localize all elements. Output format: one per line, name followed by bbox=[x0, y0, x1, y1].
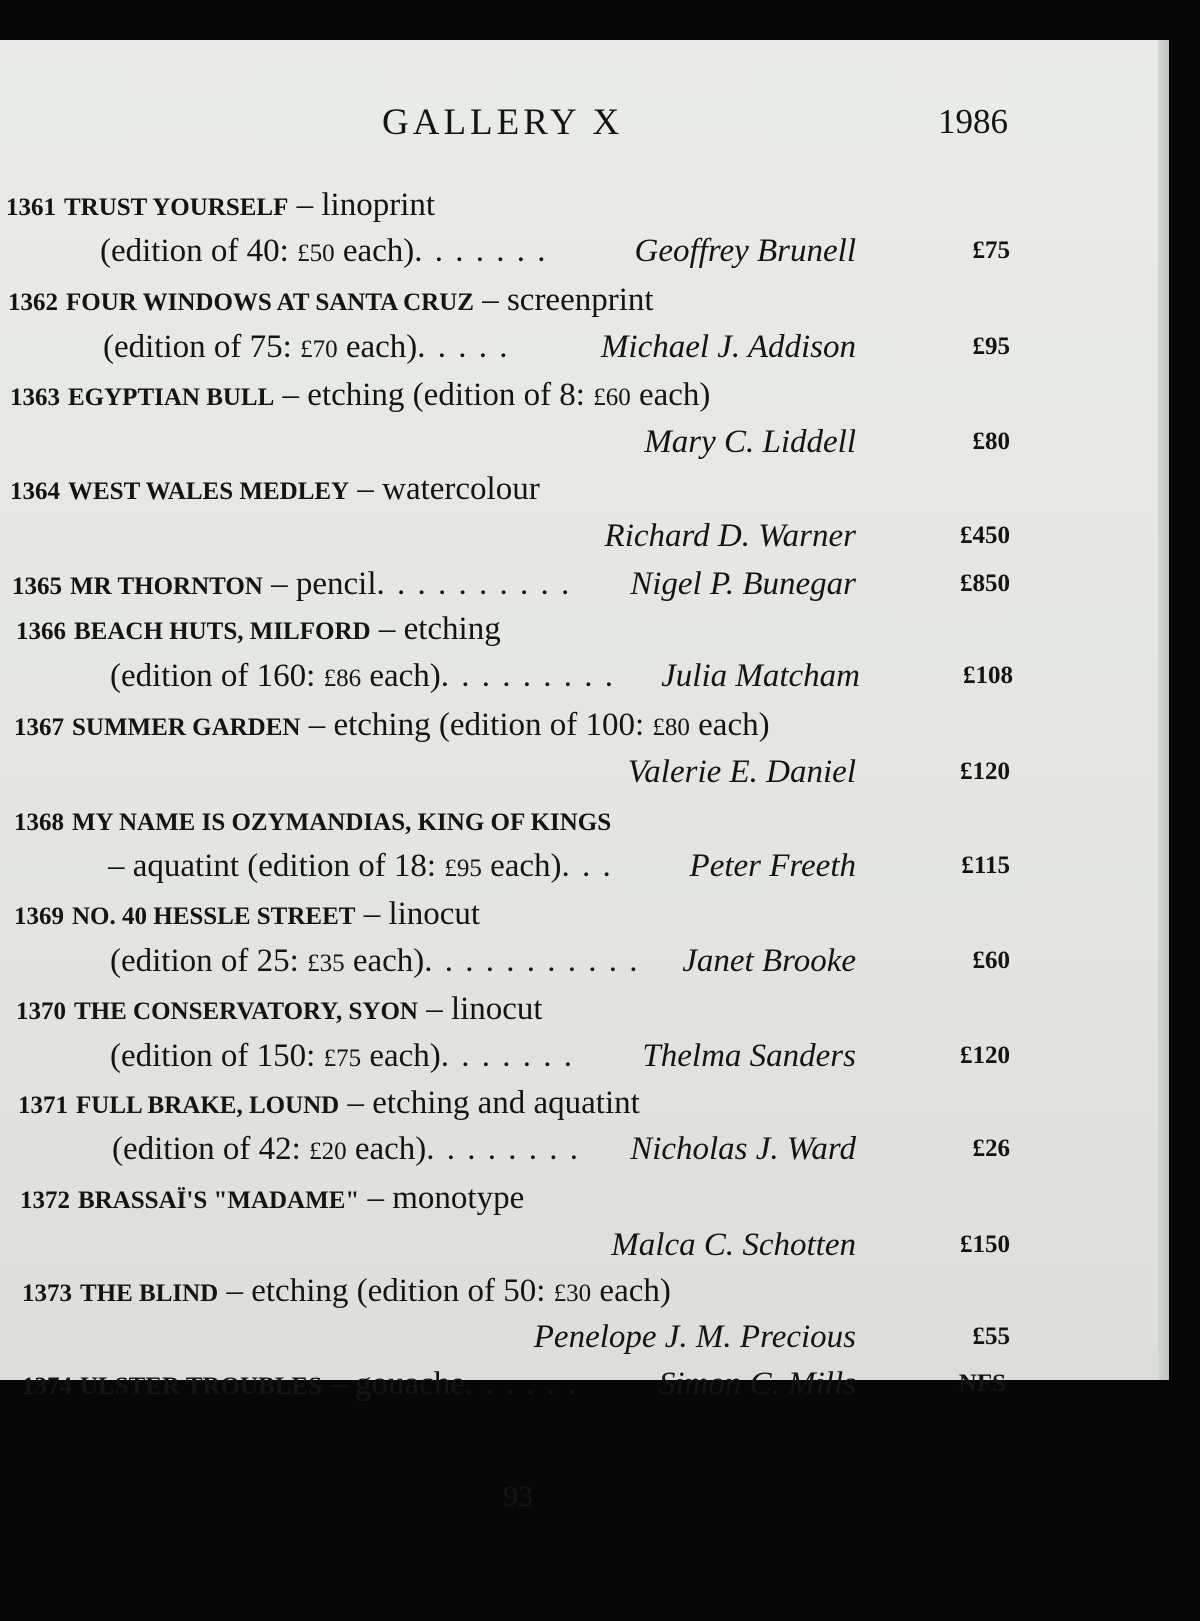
entry-1366-line-2 bbox=[0, 652, 1158, 700]
entry-1369-line-2 bbox=[0, 937, 1158, 985]
edition-text: (edition of 160: bbox=[110, 658, 324, 694]
edition-text: each) bbox=[481, 848, 562, 884]
entry-title: NO. 40 HESSLE STREET bbox=[72, 903, 356, 930]
entry-title: BEACH HUTS, MILFORD bbox=[74, 618, 371, 645]
entry-artist: Nicholas J. Ward bbox=[630, 1131, 856, 1167]
entry-title: ULSTER TROUBLES bbox=[80, 1373, 322, 1400]
entry-artist: Geoffrey Brunell bbox=[634, 233, 856, 269]
entry-number: 1361 bbox=[6, 194, 56, 221]
edition-text: (edition of 150: bbox=[110, 1038, 324, 1074]
entry-title: THE CONSERVATORY, SYON bbox=[74, 998, 418, 1025]
entry-title: TRUST YOURSELF bbox=[64, 194, 289, 221]
entry-medium: – etching (edition of 8: bbox=[274, 377, 594, 413]
entry-1374-line-1 bbox=[0, 1360, 1158, 1408]
entry-1367-line-1 bbox=[14, 701, 770, 749]
edition-price: £20 bbox=[309, 1138, 347, 1165]
entry-price: £115 bbox=[961, 852, 1010, 879]
entry-price: £75 bbox=[972, 237, 1010, 264]
entry-1364-line-1 bbox=[10, 465, 540, 513]
entry-number: 1362 bbox=[8, 289, 58, 316]
entry-medium: – gouache bbox=[322, 1366, 465, 1402]
entry-artist: Nigel P. Bunegar bbox=[630, 566, 856, 602]
edition-price: £75 bbox=[323, 1045, 362, 1072]
entry-number: 1373 bbox=[22, 1280, 72, 1307]
entry-artist: Michael J. Addison bbox=[600, 329, 856, 365]
entry-number: 1371 bbox=[18, 1092, 68, 1119]
entry-1365-line-1 bbox=[0, 560, 1158, 608]
entry-price: £120 bbox=[960, 758, 1010, 785]
entry-price: £60 bbox=[972, 947, 1010, 974]
leader-dots: . . . . . . . . bbox=[426, 1131, 580, 1167]
leader-dots: . . . bbox=[561, 848, 613, 884]
entry-price: £26 bbox=[972, 1135, 1010, 1162]
edition-price: £80 bbox=[652, 714, 690, 741]
entry-1366-line-1 bbox=[16, 605, 501, 653]
entry-1368-line-1 bbox=[14, 796, 611, 844]
entry-price: £850 bbox=[960, 570, 1010, 597]
entry-price: £55 bbox=[972, 1323, 1010, 1350]
entry-artist: Peter Freeth bbox=[689, 848, 856, 884]
entry-medium: – etching (edition of 100: bbox=[300, 707, 653, 743]
edition-price: £50 bbox=[297, 240, 335, 267]
edition-price: £30 bbox=[553, 1280, 592, 1307]
edition-price: £86 bbox=[323, 665, 362, 692]
entry-number: 1374 bbox=[22, 1373, 72, 1400]
edition-price: £70 bbox=[300, 336, 338, 363]
edition-price: £60 bbox=[593, 384, 631, 411]
entry-1370-line-2 bbox=[0, 1032, 1158, 1080]
entry-1372-line-2 bbox=[0, 1221, 1158, 1269]
entry-number: 1369 bbox=[14, 903, 64, 930]
entry-medium: – etching bbox=[370, 611, 501, 647]
page-title: GALLERY X bbox=[382, 102, 624, 143]
entry-artist: Valerie E. Daniel bbox=[627, 754, 856, 790]
leader-dots: . . . . . . . . . . . bbox=[424, 943, 640, 979]
edition-price: £95 bbox=[444, 855, 482, 882]
entry-artist: Penelope J. M. Precious bbox=[533, 1319, 856, 1355]
edition-text: each) bbox=[361, 1038, 441, 1074]
edition-text: (edition of 75: bbox=[103, 329, 301, 365]
edition-text: each) bbox=[337, 329, 418, 365]
entry-artist: Malca C. Schotten bbox=[611, 1227, 856, 1263]
entry-number: 1370 bbox=[16, 998, 66, 1025]
page-year: 1986 bbox=[938, 102, 1008, 141]
entry-number: 1366 bbox=[16, 618, 66, 645]
entry-medium: – linocut bbox=[355, 896, 481, 932]
entry-medium: – screenprint bbox=[473, 282, 654, 318]
edition-text: each) bbox=[361, 658, 441, 694]
entry-medium: – pencil bbox=[262, 566, 377, 602]
entry-1363-line-1 bbox=[10, 371, 710, 419]
entry-1369-line-1 bbox=[14, 890, 480, 938]
entry-title: BRASSAÏ'S "MADAME" bbox=[78, 1187, 360, 1214]
entry-artist: Janet Brooke bbox=[682, 943, 856, 979]
edition-text: (edition of 42: bbox=[112, 1131, 310, 1167]
entry-number: 1365 bbox=[12, 573, 62, 600]
entry-number: 1367 bbox=[14, 714, 64, 741]
entry-1362-line-2 bbox=[0, 323, 1158, 371]
entry-medium: – etching and aquatint bbox=[339, 1085, 640, 1121]
entry-medium: – linocut bbox=[417, 991, 543, 1027]
edition-text: each) bbox=[591, 1273, 671, 1309]
page-number: 93 bbox=[503, 1480, 533, 1513]
entry-medium: – etching (edition of 50: bbox=[218, 1273, 554, 1309]
edition-text: – aquatint (edition of 18: bbox=[108, 848, 445, 884]
entry-1362-line-1 bbox=[8, 276, 654, 324]
entry-price: NFS bbox=[958, 1370, 1006, 1397]
edition-text: each) bbox=[689, 707, 770, 743]
leader-dots: . . . . . bbox=[417, 329, 510, 365]
entry-1361-line-2 bbox=[0, 227, 1158, 275]
entry-artist: Richard D. Warner bbox=[604, 518, 856, 554]
entry-1372-line-1 bbox=[20, 1174, 524, 1222]
entry-price: £108 bbox=[963, 662, 1013, 689]
leader-dots: . . . . . . . bbox=[440, 1038, 574, 1074]
entry-title: SUMMER GARDEN bbox=[72, 714, 301, 741]
entry-number: 1372 bbox=[20, 1187, 70, 1214]
leader-dots: . . . . . . bbox=[464, 1366, 578, 1402]
leader-dots: . . . . . . . . . . bbox=[376, 566, 572, 602]
entry-title: MY NAME IS OZYMANDIAS, KING OF KINGS bbox=[72, 809, 612, 836]
entry-number: 1364 bbox=[10, 478, 60, 505]
entry-artist: Thelma Sanders bbox=[642, 1038, 856, 1074]
entry-artist: Julia Matcham bbox=[661, 658, 860, 694]
entry-number: 1363 bbox=[10, 384, 60, 411]
entry-1361-line-1 bbox=[6, 181, 435, 229]
edition-text: each) bbox=[630, 377, 711, 413]
entry-1368-line-2 bbox=[0, 842, 1158, 890]
entry-artist: Mary C. Liddell bbox=[644, 424, 856, 460]
entry-price: £80 bbox=[972, 428, 1010, 455]
edition-text: (edition of 25: bbox=[110, 943, 308, 979]
edition-text: each) bbox=[346, 1131, 427, 1167]
entry-1373-line-1 bbox=[22, 1267, 671, 1315]
entry-title: WEST WALES MEDLEY bbox=[68, 478, 350, 505]
entry-price: £450 bbox=[960, 522, 1010, 549]
entry-medium: – watercolour bbox=[349, 471, 540, 507]
entry-artist: Simon C. Mills bbox=[658, 1366, 856, 1402]
entry-number: 1368 bbox=[14, 809, 64, 836]
entry-1367-line-2 bbox=[0, 748, 1158, 796]
edition-price: £35 bbox=[307, 950, 345, 977]
entry-title: FOUR WINDOWS AT SANTA CRUZ bbox=[66, 289, 474, 316]
entry-price: £150 bbox=[960, 1231, 1010, 1258]
entry-title: THE BLIND bbox=[80, 1280, 219, 1307]
catalogue-page bbox=[0, 40, 1158, 1513]
entry-1371-line-1 bbox=[18, 1079, 640, 1127]
entry-title: EGYPTIAN BULL bbox=[68, 384, 275, 411]
edition-text: (edition of 40: bbox=[100, 233, 298, 269]
entry-1370-line-1 bbox=[16, 985, 543, 1033]
entry-1363-line-2 bbox=[0, 418, 1158, 466]
entry-medium: – linoprint bbox=[288, 187, 436, 223]
entry-price: £120 bbox=[960, 1042, 1010, 1069]
entry-1364-line-2 bbox=[0, 512, 1158, 560]
entry-medium: – monotype bbox=[359, 1180, 525, 1216]
edition-text: each) bbox=[344, 943, 425, 979]
entry-1371-line-2 bbox=[0, 1125, 1158, 1173]
leader-dots: . . . . . . . . . bbox=[440, 658, 615, 694]
entry-title: FULL BRAKE, LOUND bbox=[76, 1092, 340, 1119]
edition-text: each) bbox=[334, 233, 415, 269]
entry-1373-line-2 bbox=[0, 1313, 1158, 1361]
leader-dots: . . . . . . . bbox=[414, 233, 548, 269]
entry-title: MR THORNTON bbox=[70, 573, 263, 600]
entry-price: £95 bbox=[972, 333, 1010, 360]
